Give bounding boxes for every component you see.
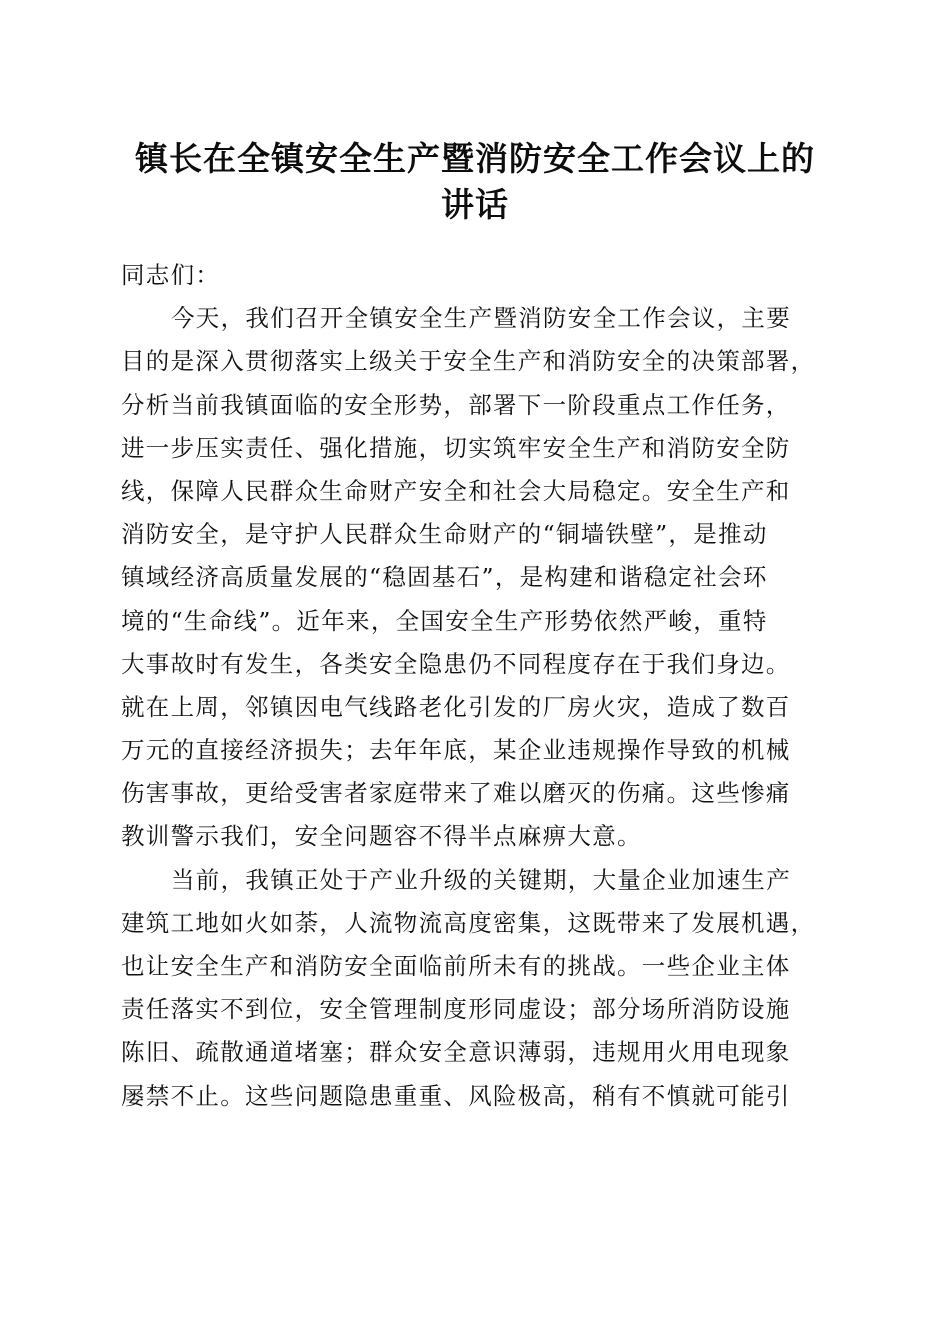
text-line: 分析当前我镇面临的安全形势，部署下一阶段重点工作任务， [121,390,791,419]
text-line: 今天，我们召开全镇安全生产暨消防安全工作会议，主要 [171,304,791,333]
text-line: 境的“生命线”。近年来，全国安全生产形势依然严峻，重特 [121,606,768,635]
salutation: 同志们： [121,261,221,289]
text-line: 伤害事故，更给受害者家庭带来了难以磨灭的伤痛。这些惨痛 [121,779,791,808]
text-line: 线，保障人民群众生命财产安全和社会大局稳定。安全生产和 [121,476,791,505]
paragraph-1 [121,297,831,858]
text-line: 万元的直接经济损失；去年年底，某企业违规操作导致的机械 [121,736,791,765]
text-line: 屡禁不止。这些问题隐患重重、风险极高，稍有不慎就可能引 [121,1081,791,1110]
text-line: 大事故时有发生，各类安全隐患仍不同程度存在于我们身边。 [121,649,791,678]
text-line: 消防安全，是守护人民群众生命财产的“铜墙铁壁”，是推动 [121,520,768,549]
text-line: 就在上周，邻镇因电气线路老化引发的厂房火灾，造成了数百 [121,692,791,721]
document-body [121,254,831,1118]
text-line: 教训警示我们，安全问题容不得半点麻痹大意。 [121,822,642,851]
text-line: 责任落实不到位，安全管理制度形同虚设；部分场所消防设施 [121,995,791,1024]
document-title [100,136,850,228]
text-line: 当前，我镇正处于产业升级的关键期，大量企业加速生产 [171,865,791,894]
text-line: 镇域经济高质量发展的“稳固基石”，是构建和谐稳定社会环 [121,563,768,592]
title-line: 镇长在全镇安全生产暨消防安全工作会议上的 [135,139,815,178]
title-line: 讲话 [441,185,509,224]
text-line: 目的是深入贯彻落实上级关于安全生产和消防安全的决策部署， [121,347,816,376]
paragraph-2 [121,859,831,1118]
text-line: 陈旧、疏散通道堵塞；群众安全意识薄弱，违规用火用电现象 [121,1038,791,1067]
text-line: 建筑工地如火如荼，人流物流高度密集，这既带来了发展机遇， [121,908,816,937]
text-line: 也让安全生产和消防安全面临前所未有的挑战。一些企业主体 [121,952,791,980]
text-line: 进一步压实责任、强化措施，切实筑牢安全生产和消防安全防 [121,433,791,462]
